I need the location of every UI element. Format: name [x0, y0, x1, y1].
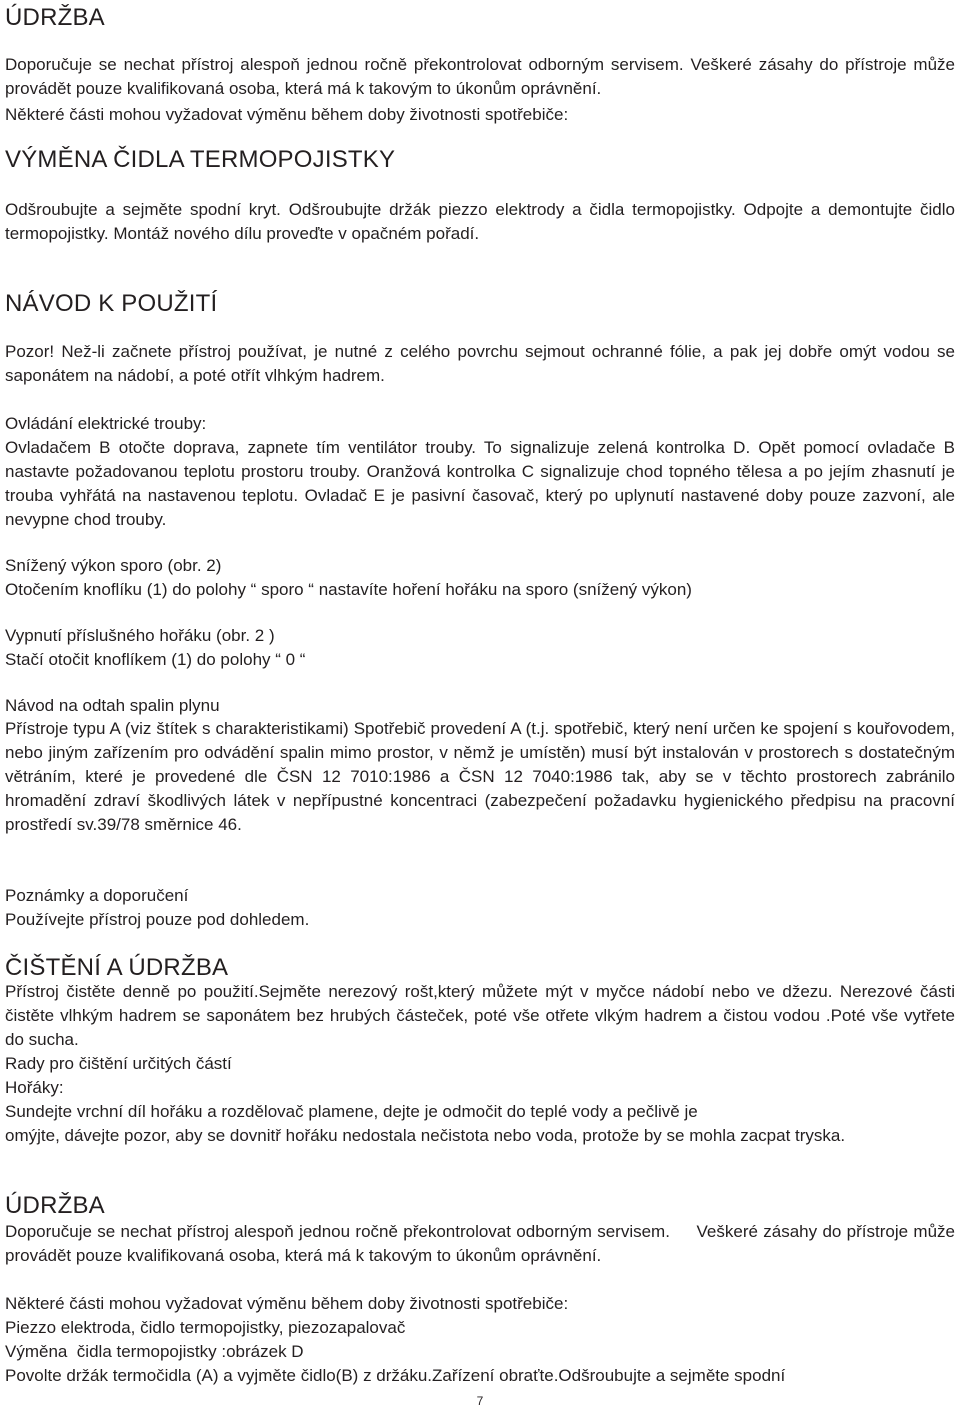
paragraph-udrzba-parts: Některé části mohou vyžadovat výměnu během doby životnosti spotřebiče: [5, 105, 569, 124]
paragraph-poznamky: Používejte přístroj pouze pod dohledem. [5, 910, 310, 929]
subtitle-horaky: Hořáky: [5, 1078, 64, 1097]
paragraph-vypnuti: Stačí otočit knoflíkem (1) do polohy “ 0 “ [5, 650, 306, 669]
paragraph-povolte: Povolte držák termočidla (A) a vyjměte čidlo(B) z držáku.Zařízení obraťte.Odšroubujte a sejměte spodní [5, 1366, 786, 1385]
section-title-udrzba: ÚDRŽBA [5, 4, 105, 31]
paragraph-udrzba-2-parts: Některé části mohou vyžadovat výměnu během doby životnosti spotřebiče: [5, 1294, 569, 1313]
paragraph-parts-list: Piezzo elektroda, čidlo termopojistky, piezozapalovač [5, 1318, 406, 1337]
section-title-cisteni: ČIŠTĚNÍ A ÚDRŽBA [5, 954, 229, 981]
paragraph-odtah: Přístroje typu A (viz štítek s charakteristikami) Spotřebič provedení A (t.j. spotřebič, který není určen ke spojení s kouřovodem, nebo jiným zařízením pro odvádění spalin mimo prostor, v němž je umístěn) musí být instalován v prostorech s dostatečným větráním, které je provedené dle ČSN 12 7010:1986 a ČSN 12 7040:1986 tak, aby se v těchto prostorech zabránilo hromadění zdraví škodlivých látek v nepřípustné koncentraci (zabezpečení požadavku hygienického předpisu na pracovní prostředí sv.39/78 směrnice 46. [5, 719, 955, 834]
subtitle-sporo: Snížený výkon sporo (obr. 2) [5, 556, 222, 575]
paragraph-sporo: Otočením knoflíku (1) do polohy “ sporo “ nastavíte hoření hořáku na sporo (snížený výkon) [5, 580, 692, 599]
paragraph-udrzba-2: Doporučuje se nechat přístroj alespoň jednou ročně překontrolovat odborným servisem. Veškeré zásahy do přístroje může provádět pouze kvalifikovaná osoba, která má k takovým to úkonům oprávnění. [5, 1222, 960, 1265]
page-number: 7 [476, 1394, 484, 1408]
paragraph-vymena-cidla: Výměna čidla termopojistky :obrázek D [5, 1342, 304, 1361]
subtitle-odtah: Návod na odtah spalin plynu [5, 696, 220, 715]
subtitle-poznamky: Poznámky a doporučení [5, 886, 189, 905]
section-title-navod: NÁVOD K POUŽITÍ [5, 290, 218, 317]
subtitle-rady: Rady pro čištění určitých částí [5, 1054, 232, 1073]
paragraph-horaky: omýjte, dávejte pozor, aby se dovnitř hořáku nedostala nečistota nebo voda, protože by se mohla zacpat tryska. [5, 1126, 846, 1145]
paragraph-trouba: Ovladačem B otočte doprava, zapnete tím ventilátor trouby. To signalizuje zelená kontrolka D. Opět pomocí ovladače B nastavte požadovanou teplotu prostoru trouby. Oranžová kontrolka C signalizuje chod topného tělesa a po jejím zhasnutí je trouba vyhřátá na nastavenou teplotu. Ovladač E je pasivní časovač, který po uplynutí nastavené doby pouze zazvoní, ale nevypne chod trouby. [5, 438, 955, 529]
paragraph-udrzba: Doporučuje se nechat přístroj alespoň jednou ročně překontrolovat odborným servisem. Veškeré zásahy do přístroje může provádět pouze kvalifikovaná osoba, která má k takovým to úkonům oprávnění. [5, 55, 955, 98]
subtitle-trouba: Ovládání elektrické trouby: [5, 414, 207, 433]
section-title-vymena: VÝMĚNA ČIDLA TERMOPOJISTKY [5, 146, 396, 173]
section-title-udrzba-2: ÚDRŽBA [5, 1192, 105, 1219]
paragraph-vymena: Odšroubujte a sejměte spodní kryt. Odšroubujte držák piezzo elektrody a čidla termopojistky. Odpojte a demontujte čidlo termopojistky. Montáž nového dílu proveďte v opačném pořadí. [5, 200, 955, 243]
paragraph-pozor: Pozor! Než-li začnete přístroj používat, je nutné z celého povrchu sejmout ochranné fólie, a pak jej dobře omýt vodou se saponátem na nádobí, a poté otřít vlhkým hadrem. [5, 342, 955, 385]
paragraph-cisteni: Přístroj čistěte denně po použití.Sejměte nerezový rošt,který můžete mýt v myčce nádobí nebo ve džezu. Nerezové části čistěte vlhkým hadrem se saponátem bez hrubých částeček, poté vše otřete vlkým hadrem a čistou vodou .Poté vše vytřete do sucha. [5, 982, 955, 1049]
subtitle-vypnuti: Vypnutí příslušného hořáku (obr. 2 ) [5, 626, 275, 645]
paragraph-horaky-line: Sundejte vrchní díl hořáku a rozdělovač plamene, dejte je odmočit do teplé vody a pečlivě je [5, 1102, 698, 1121]
